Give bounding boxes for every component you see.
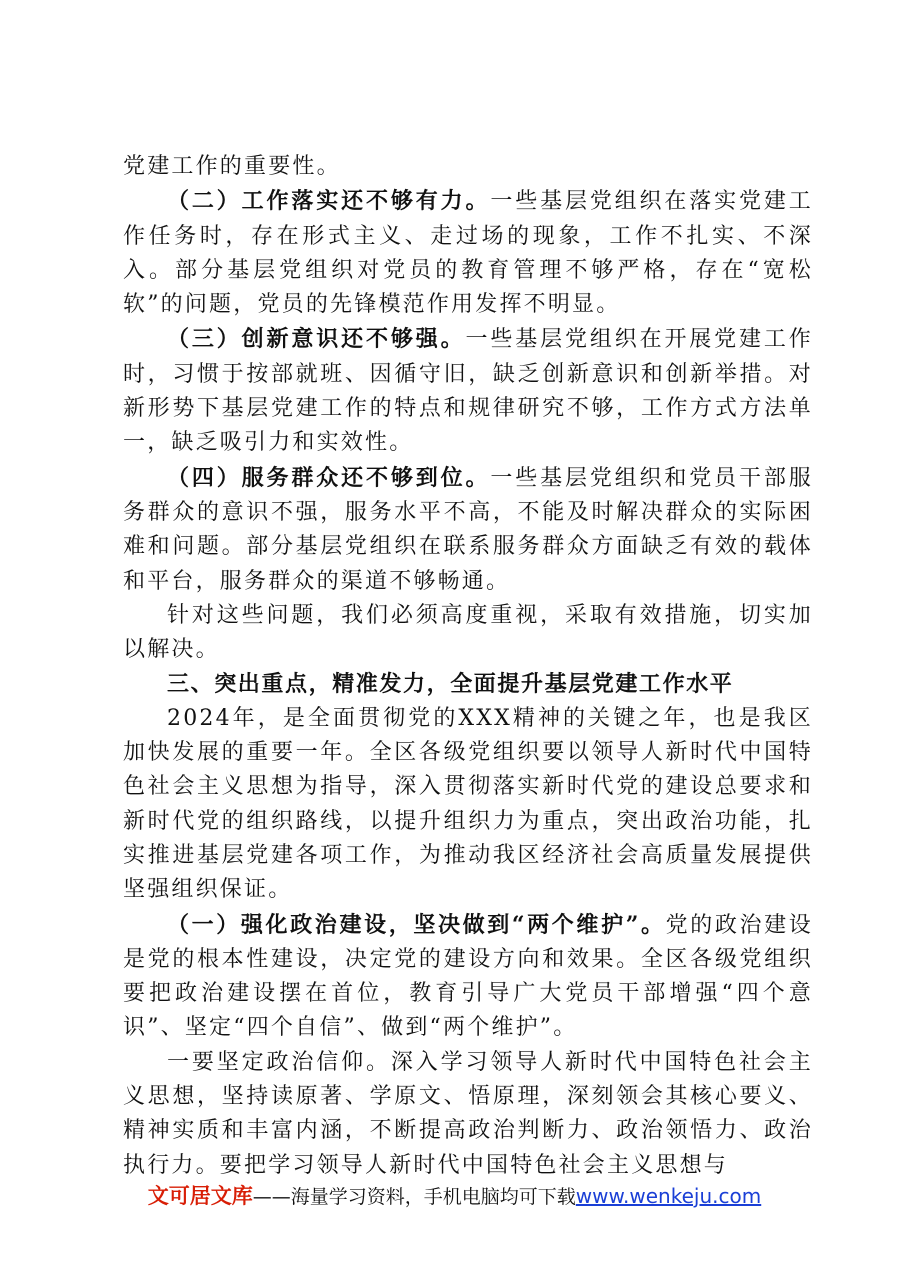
- paragraph-text: 一些基层党组织和党员干部服务群众的意识不强，服务水平不高，不能及时解决群众的实际困难和问题。部分基层党组织在联系服务群众方面缺乏有效的载体和平台，服务群众的渠道不够畅通。: [123, 465, 813, 594]
- section-heading: 三、突出重点，精准发力，全面提升基层党建工作水平: [167, 671, 734, 698]
- document-body: [123, 150, 813, 1183]
- paragraph: [123, 599, 813, 668]
- paragraph: [123, 150, 813, 184]
- paragraph: [123, 461, 813, 599]
- paragraph: [123, 702, 813, 908]
- paragraph-text: 2024年，是全面贯彻党的XXX精神的关键之年，也是我区加快发展的重要一年。全区各级党组织要以领导人新时代中国特色社会主义思想为指导，深入贯彻落实新时代党的建设总要求和新时代党的组织路线，以提升组织力为重点，突出政治功能，扎实推进基层党建各项工作，为推动我区经济社会高质量发展提供坚强组织保证。: [123, 705, 813, 903]
- footer-banner: [0, 1180, 909, 1210]
- paragraph-text: 党的政治建设是党的根本性建设，决定党的建设方向和效果。全区各级党组织要把政治建设摆在首位，教育引导广大党员干部增强“四个意识”、坚定“四个自信”、做到“两个维护”。: [123, 912, 813, 1041]
- paragraph-lead: （一）强化政治建设，坚决做到“两个维护”。: [167, 911, 666, 938]
- footer-brand: 文可居文库: [147, 1184, 253, 1208]
- paragraph: [123, 908, 813, 1046]
- paragraph: [123, 1046, 813, 1183]
- paragraph-lead: （四）服务群众还不够到位。: [167, 464, 491, 491]
- paragraph-text: 一要坚定政治信仰。深入学习领导人新时代中国特色社会主义思想，坚持读原著、学原文、悟原理，深刻领会其核心要义、精神实质和丰富内涵，不断提高政治判断力、政治领悟力、政治执行力。要把学习领导人新时代中国特色社会主义思想与: [123, 1049, 813, 1178]
- paragraph-lead: （二）工作落实还不够有力。: [167, 188, 491, 215]
- footer-slogan: ——海量学习资料，手机电脑均可下载: [252, 1186, 576, 1208]
- footer-link[interactable]: www.wenkeju.com: [575, 1184, 762, 1208]
- paragraph: [123, 184, 813, 322]
- paragraph-text: 党建工作的重要性。: [123, 154, 341, 179]
- paragraph-text: 针对这些问题，我们必须高度重视，采取有效措施，切实加以解决。: [123, 602, 813, 663]
- paragraph-lead: （三）创新意识还不够强。: [167, 326, 466, 353]
- paragraph-text: 一些基层党组织在开展党建工作时，习惯于按部就班、因循守旧，缺乏创新意识和创新举措。对新形势下基层党建工作的特点和规律研究不够，工作方式方法单一，缺乏吸引力和实效性。: [123, 327, 813, 456]
- paragraph-text: 一些基层党组织在落实党建工作任务时，存在形式主义、走过场的现象，工作不扎实、不深入。部分基层党组织对党员的教育管理不够严格，存在“宽松软”的问题，党员的先锋模范作用发挥不明显。: [123, 189, 813, 318]
- paragraph: [123, 322, 813, 460]
